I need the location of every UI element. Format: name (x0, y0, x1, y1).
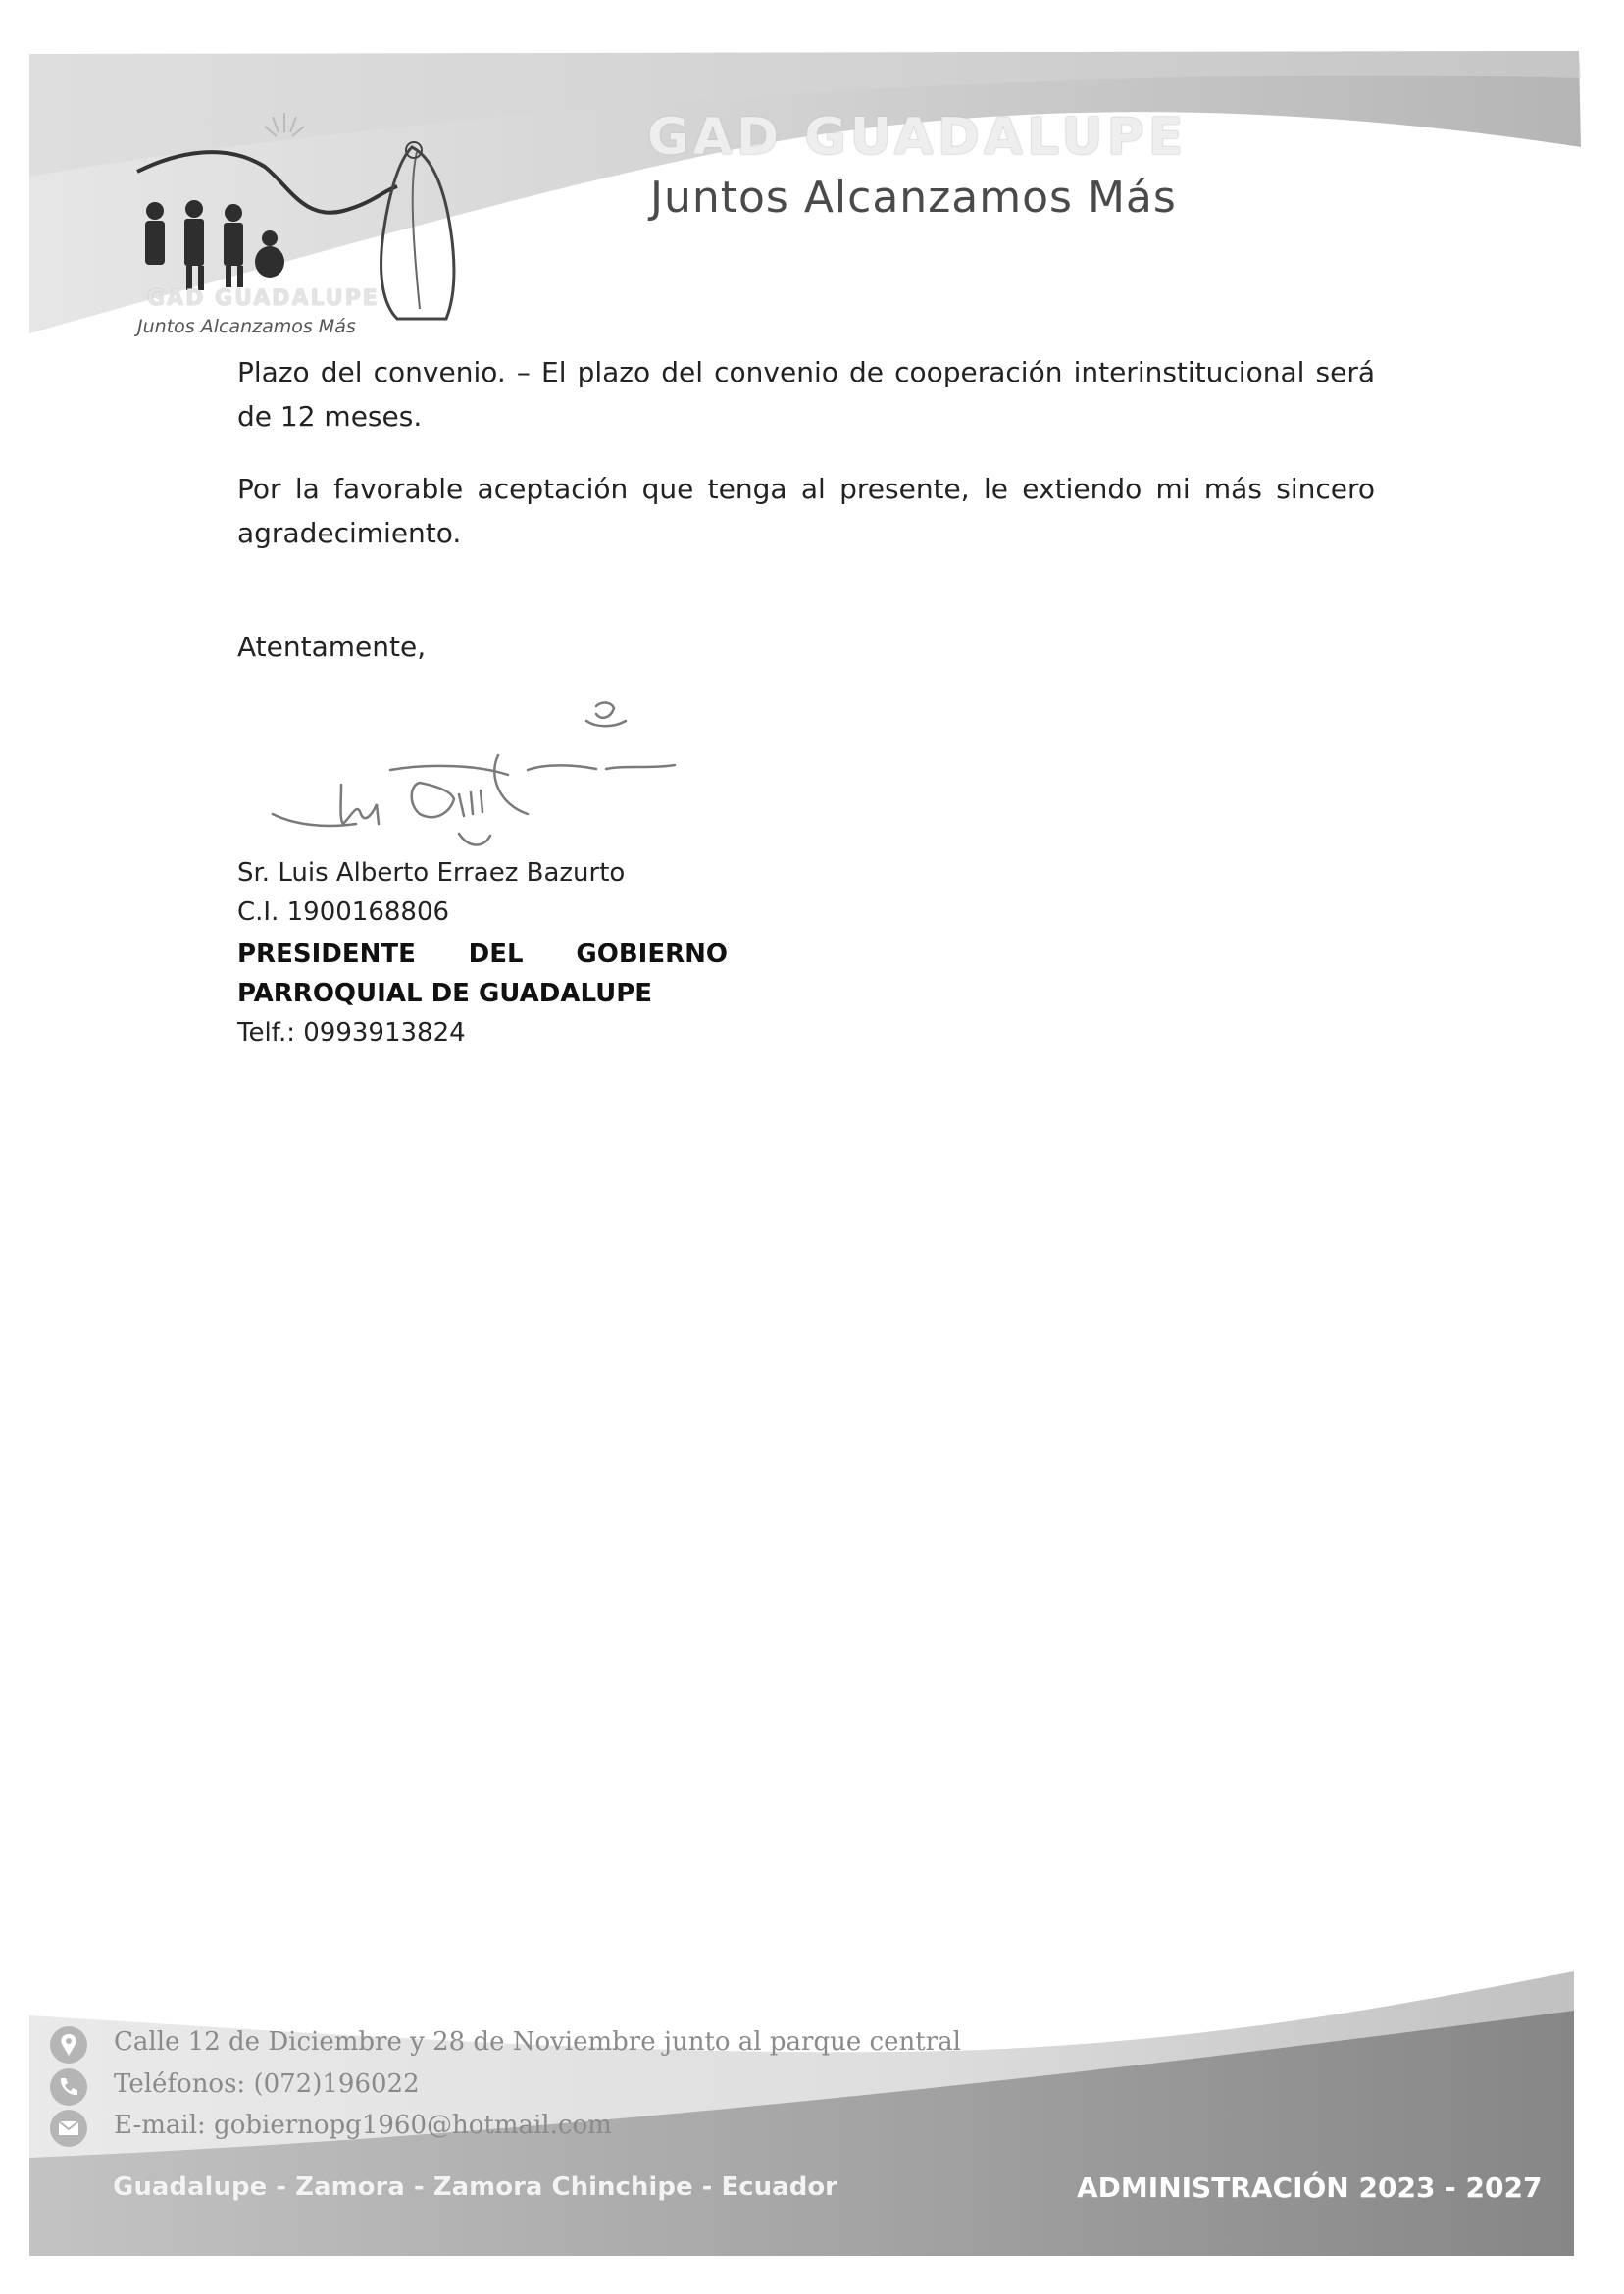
term-paragraph: Plazo del convenio. – El plazo del convenio de cooperación interinstitucional será de 12 meses. (237, 356, 1375, 433)
footer-address: Calle 12 de Diciembre y 28 de Noviembre junto al parque central (114, 2027, 961, 2057)
title-word-gobierno: GOBIERNO (576, 940, 728, 969)
signatory-title-line2: PARROQUIAL DE GUADALUPE (237, 979, 653, 1008)
title-word-del: DEL (468, 940, 524, 969)
signatory-name: Sr. Luis Alberto Erraez Bazurto (237, 858, 626, 888)
header-title: GAD GUADALUPE (647, 108, 1188, 167)
footer-email: E-mail: gobiernopg1960@hotmail.com (114, 2111, 612, 2140)
footer-administration: ADMINISTRACIÓN 2023 - 2027 (1077, 2171, 1543, 2204)
footer-location: Guadalupe - Zamora - Zamora Chinchipe - Ecuador (113, 2172, 838, 2202)
closing: Atentamente, (237, 631, 427, 663)
logo-name: GAD GUADALUPE (147, 286, 380, 311)
signatory-id: C.I. 1900168806 (237, 897, 450, 927)
envelope-icon (49, 2109, 88, 2148)
title-word-presidente: PRESIDENTE (237, 940, 416, 969)
logo-slogan: Juntos Alcanzamos Más (137, 316, 356, 337)
handwritten-signature (263, 667, 734, 883)
phone-icon (49, 2067, 88, 2107)
thanks-paragraph: Por la favorable aceptación que tenga al presente, le extiendo mi más sincero agradecimiento. (237, 473, 1375, 549)
signatory-title-line1 (237, 935, 728, 974)
header-slogan: Juntos Alcanzamos Más (650, 173, 1177, 223)
footer-phones: Teléfonos: (072)196022 (114, 2069, 420, 2099)
signatory-phone: Telf.: 0993913824 (237, 1018, 466, 1047)
map-pin-icon (49, 2025, 88, 2065)
